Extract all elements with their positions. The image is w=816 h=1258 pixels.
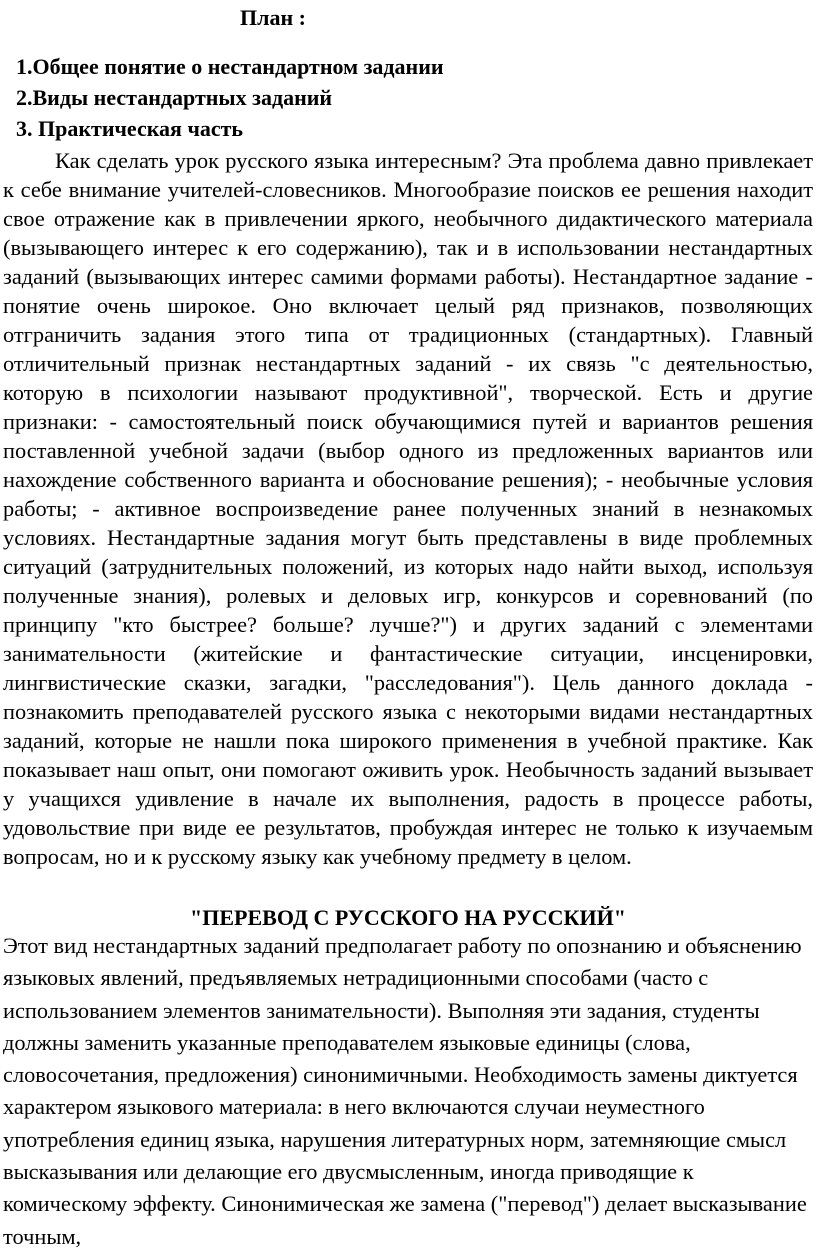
section-paragraph: Этот вид нестандартных заданий предполагает работу по опознанию и объяснению языковых явлений, предъявляемых нетрадиционными способами (часто с использованием элементов занимательности). Выполняя эти задания, студенты должны заменить указанные преподавателем языковые единицы (слова, словосочетания, предложения) синонимичными. Необходимость замены диктуется характером языкового материала: в него включаются случаи неуместного употребления единиц языка, нарушения литературных норм, затемняющие смысл высказывания или делающие его двусмысленным, иногда приводящие к комическому эффекту. Синонимическая же замена ("перевод") делает высказывание точным, [3,933,807,1249]
plan-item-1: 1.Общее понятие о нестандартном задании [16,54,444,79]
section-title: "ПЕРЕВОД С РУССКОГО НА РУССКИЙ" [190,905,626,930]
plan-item-3: 3. Практическая часть [16,116,244,141]
plan-item-2: 2.Виды нестандартных заданий [16,85,333,110]
plan-title: План : [240,5,306,30]
plan-list [16,52,444,145]
intro-paragraph: Как сделать урок русского языка интересным? Эта проблема давно привлекает к себе внимание учителей-словесников. Многообразие поисков ее решения находит свое отражение как в привлечении яркого, необычного дидактического материала (вызывающего интерес к его содержанию), так и в использовании нестандартных заданий (вызывающих интерес самими формами работы). Нестандартное задание - понятие очень широкое. Оно включает целый ряд признаков, позволяющих отграничить задания этого типа от традиционных (стандартных). Главный отличительный признак нестандартных заданий - их связь "с деятельностью, которую в психологии называют продуктивной", творческой. Есть и другие признаки: - самостоятельный поиск обучающимися путей и вариантов решения поставленной учебной задачи (выбор одного из предложенных вариантов или нахождение собственного варианта и обоснование решения); - необычные условия работы; - активное воспроизведение ранее полученных знаний в незнакомых условиях. Нестандартные задания могут быть представлены в виде проблемных ситуаций (затруднительных положений, из которых надо найти выход, используя полученные знания), ролевых и деловых игр, конкурсов и соревнований (по принципу "кто быстрее? больше? лучше?") и других заданий с элементами занимательности (житейские и фантастические ситуации, инсценировки, лингвистические сказки, загадки, "расследования"). Цель данного доклада - познакомить преподавателей русского языка с некоторыми видами нестандартных заданий, которые не нашли пока широкого применения в учебной практике. Как показывает наш опыт, они помогают оживить урок. Необычность заданий вызывает у учащихся удивление в начале их выполнения, радость в процессе работы, удовольствие при виде ее результатов, пробуждая интерес не только к изучаемым вопросам, но и к русскому языку как учебному предмету в целом. [3,148,813,869]
